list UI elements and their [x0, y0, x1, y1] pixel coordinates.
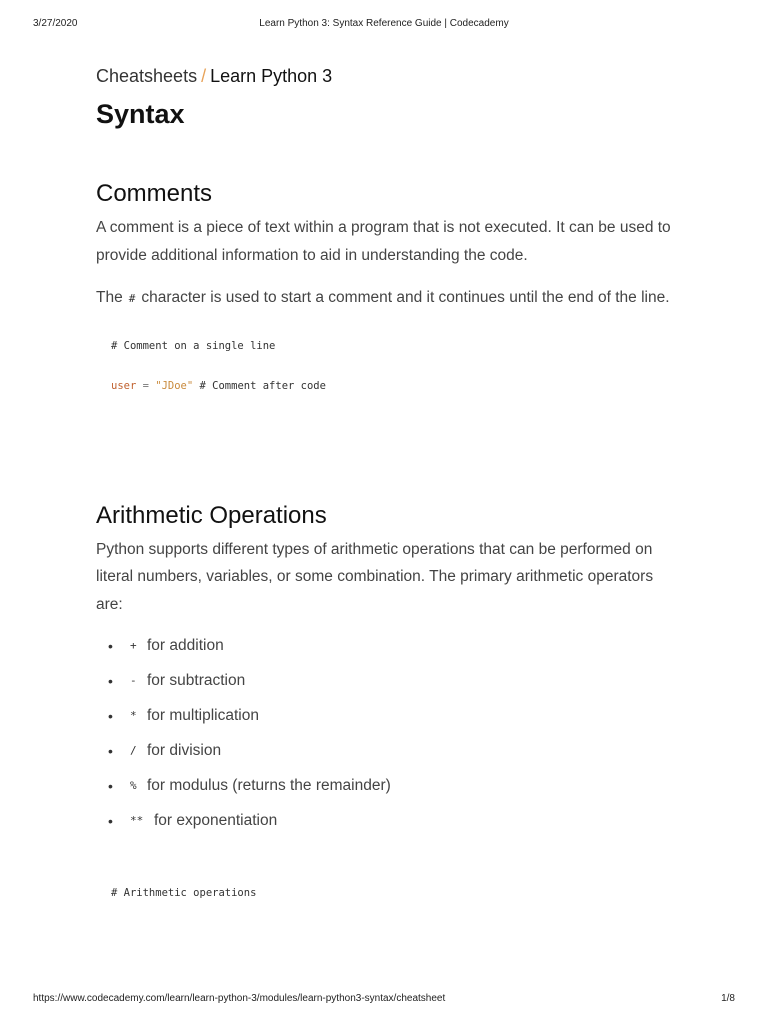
comments-para2-before: The — [96, 289, 123, 306]
operator-description: for multiplication — [147, 707, 259, 724]
bullet: • — [108, 638, 113, 654]
breadcrumb-separator: / — [201, 66, 207, 86]
code-line: # Comment on a single line — [111, 339, 276, 352]
bullet: • — [108, 708, 113, 724]
code-line — [111, 379, 676, 419]
comments-para2-after: character is used to start a comment and it continues until the end of the line. — [141, 289, 670, 306]
operator-symbol: ** — [130, 814, 144, 827]
operator-description: for modulus (returns the remainder) — [147, 777, 391, 794]
print-url: https://www.codecademy.com/learn/learn-python-3/modules/learn-python3-syntax/cheatsheet — [33, 993, 446, 1004]
arithmetic-code-block — [111, 886, 676, 926]
comments-paragraph-2 — [96, 284, 676, 313]
operator-description: for exponentiation — [154, 812, 278, 829]
list-item — [96, 776, 676, 811]
list-item — [96, 811, 676, 846]
hash-inline-code: # — [128, 292, 136, 305]
code-line: # Arithmetic operations — [111, 887, 257, 899]
breadcrumb-cheatsheets-link[interactable]: Cheatsheets — [96, 66, 198, 86]
bullet: • — [108, 778, 113, 794]
operator-symbol: * — [130, 709, 137, 722]
bullet: • — [108, 743, 113, 759]
operator-symbol: / — [130, 744, 137, 757]
bullet: • — [108, 813, 113, 829]
operator-list — [96, 636, 676, 846]
list-item — [96, 741, 676, 776]
section-title-arithmetic: Arithmetic Operations — [96, 501, 327, 529]
print-date: 3/27/2020 — [33, 18, 78, 29]
cheatsheet-content — [96, 62, 676, 926]
list-item — [96, 671, 676, 706]
operator-description: for subtraction — [147, 672, 246, 689]
operator-description: for addition — [147, 637, 224, 654]
code-variable: user — [111, 379, 137, 392]
code-operator: = — [136, 379, 156, 392]
list-item — [96, 636, 676, 671]
print-header — [0, 18, 768, 32]
list-item — [96, 706, 676, 741]
operator-symbol: % — [130, 779, 137, 792]
code-comment: # Comment after code — [193, 379, 326, 392]
breadcrumb-course-link[interactable]: Learn Python 3 — [210, 66, 333, 86]
section-title-comments: Comments — [96, 180, 213, 207]
print-footer — [0, 993, 768, 1007]
arithmetic-intro: Python supports different types of arithmetic operations that can be performed on literal numbers, variables, or some combination. The primary arithmetic operators are: — [96, 540, 654, 613]
page-title: Syntax — [96, 99, 185, 129]
print-page-title: Learn Python 3: Syntax Reference Guide | Codecademy — [259, 18, 509, 29]
breadcrumb — [96, 62, 676, 90]
operator-symbol: - — [130, 674, 137, 687]
comments-paragraph-1: A comment is a piece of text within a program that is not executed. It can be used to provide additional information to aid in understanding the code. — [96, 219, 671, 264]
comments-code-block — [111, 339, 676, 419]
operator-description: for division — [147, 742, 222, 759]
bullet: • — [108, 673, 113, 689]
operator-symbol: + — [130, 639, 137, 652]
code-string: "JDoe" — [155, 379, 194, 392]
print-page-number: 1/8 — [721, 993, 735, 1004]
